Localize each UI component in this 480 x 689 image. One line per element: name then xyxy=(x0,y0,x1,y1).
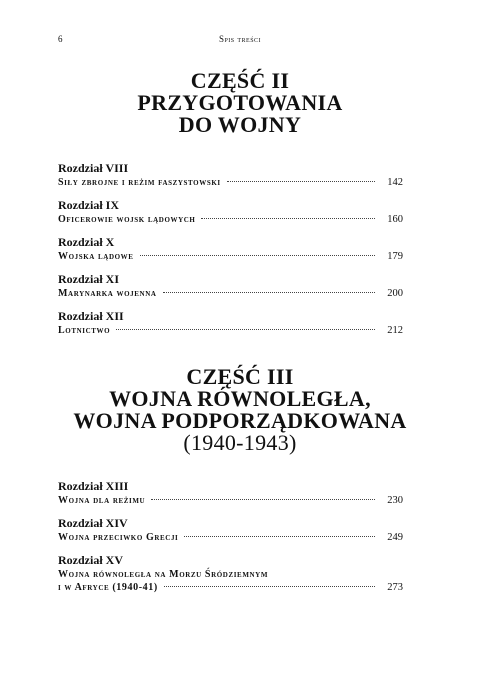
chapter-label: Rozdział XIV xyxy=(58,516,128,530)
leader-dots xyxy=(227,181,375,182)
part-heading-ii xyxy=(0,70,480,136)
running-title: Spis treści xyxy=(218,34,262,44)
toc-entry[interactable] xyxy=(58,272,403,300)
chapter-label: Rozdział XV xyxy=(58,553,123,567)
toc-entry[interactable] xyxy=(58,198,403,226)
toc-section-iii xyxy=(58,479,403,594)
chapter-title: Lotnictwo xyxy=(58,325,111,336)
chapter-label: Rozdział X xyxy=(58,235,115,249)
toc-entry[interactable] xyxy=(58,309,403,337)
page-ref: 230 xyxy=(387,495,403,506)
page-ref: 200 xyxy=(387,288,403,299)
toc-section-ii xyxy=(58,161,403,337)
leader-dots xyxy=(164,586,375,587)
part-title-line: DO WOJNY xyxy=(178,112,302,137)
leader-dots xyxy=(140,255,375,256)
part-title-line: WOJNA RÓWNOLEGŁA, xyxy=(109,386,371,411)
chapter-label: Rozdział XII xyxy=(58,309,124,323)
part-title-line: PRZYGOTOWANIA xyxy=(137,90,343,115)
part-label: CZĘŚĆ II xyxy=(190,68,290,93)
page-number: 6 xyxy=(58,34,63,44)
page-ref: 179 xyxy=(387,251,403,262)
toc-entry[interactable] xyxy=(58,161,403,189)
chapter-title: Siły zbrojne i reżim faszystowski xyxy=(58,177,221,188)
leader-dots xyxy=(201,218,375,219)
part-label: CZĘŚĆ III xyxy=(186,364,294,389)
part-heading-iii xyxy=(0,366,480,454)
chapter-label: Rozdział IX xyxy=(58,198,119,212)
page-ref: 212 xyxy=(387,325,403,336)
leader-dots xyxy=(116,329,375,330)
chapter-label: Rozdział XIII xyxy=(58,479,129,493)
leader-dots xyxy=(184,536,375,537)
chapter-title-line1: Wojna równoległa na Morzu Śródziemnym xyxy=(58,569,269,580)
page-ref: 249 xyxy=(387,532,403,543)
chapter-title: Marynarka wojenna xyxy=(58,288,157,299)
chapter-label: Rozdział XI xyxy=(58,272,119,286)
chapter-title: i w Afryce (1940-41) xyxy=(58,582,158,593)
chapter-label: Rozdział VIII xyxy=(58,161,129,175)
chapter-title: Wojska lądowe xyxy=(58,251,134,262)
page-ref: 273 xyxy=(387,582,403,593)
chapter-title: Wojna dla reżimu xyxy=(58,495,146,506)
chapter-title: Oficerowie wojsk lądowych xyxy=(58,214,196,225)
toc-entry[interactable] xyxy=(58,479,403,507)
toc-entry[interactable] xyxy=(58,553,403,594)
chapter-title: Wojna przeciwko Grecji xyxy=(58,532,179,543)
leader-dots xyxy=(163,292,375,293)
page-ref: 142 xyxy=(387,177,403,188)
part-years: (1940-1943) xyxy=(183,430,297,455)
toc-entry[interactable] xyxy=(58,516,403,544)
leader-dots xyxy=(151,499,375,500)
part-title-line: WOJNA PODPORZĄDKOWANA xyxy=(73,408,407,433)
toc-entry[interactable] xyxy=(58,235,403,263)
page-ref: 160 xyxy=(387,214,403,225)
page-header xyxy=(0,34,480,48)
